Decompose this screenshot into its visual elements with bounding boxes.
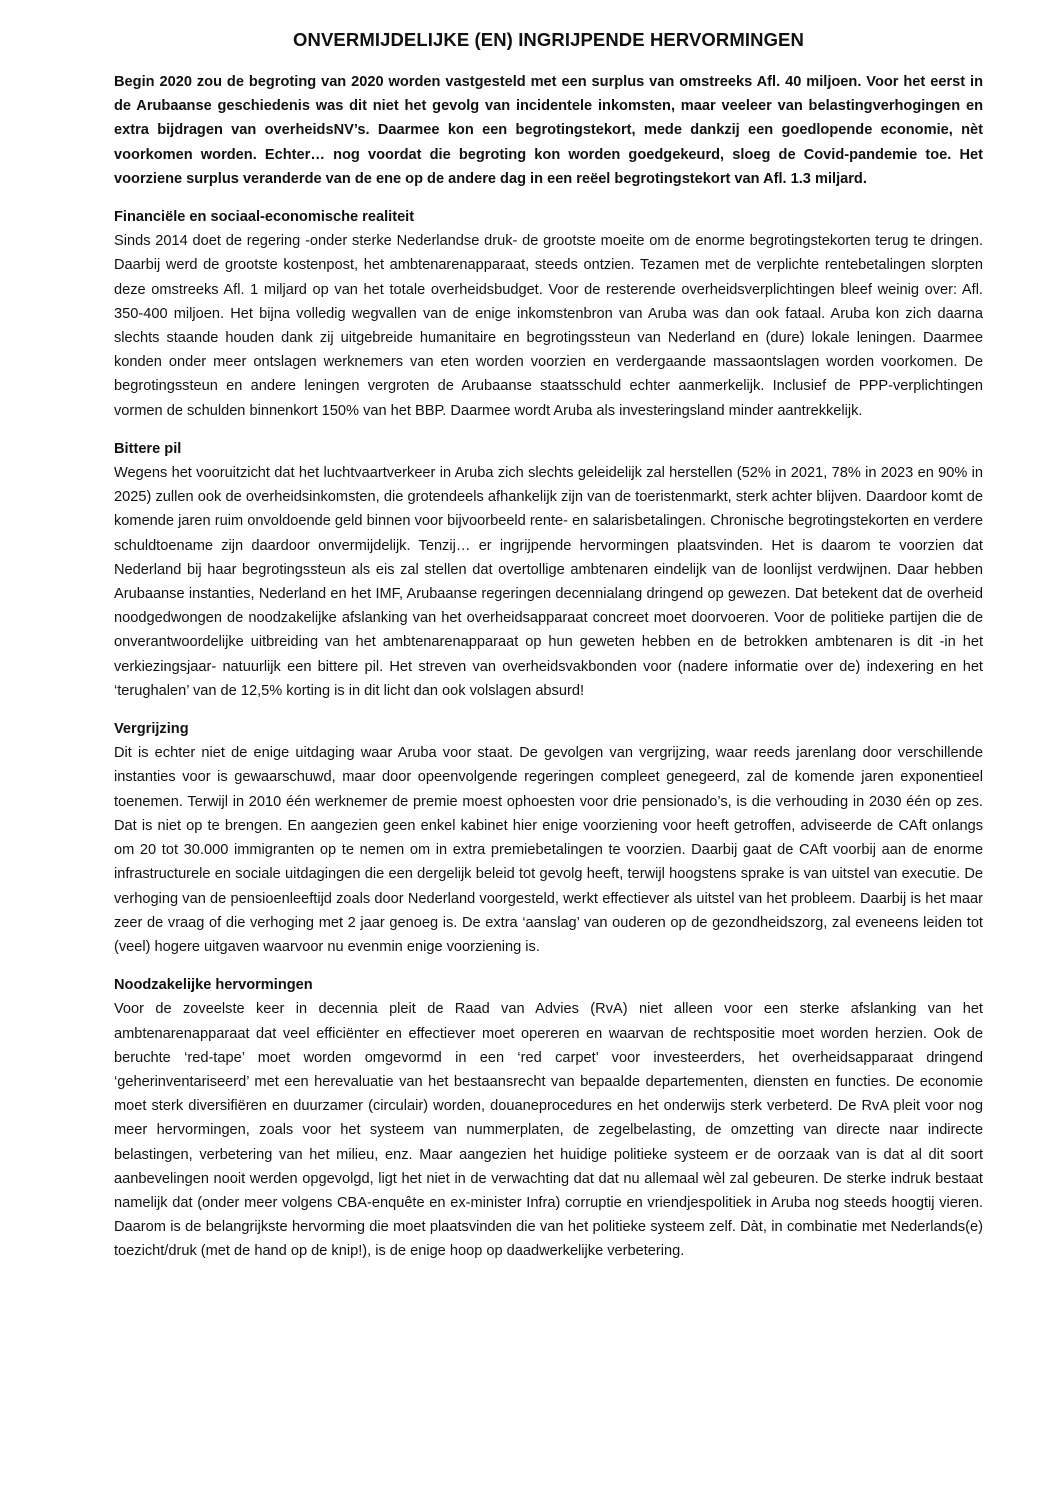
section-text: Sinds 2014 doet de regering -onder sterke Nederlandse druk- de grootste moeite om de enorme begrotingstekorten terug te dringen. Daarbij werd de grootste kostenpost, het ambtenarenapparaat, steeds ontzien. Tezamen met de verplichte rentebetalingen slorpten deze omstreeks Afl. 1 miljard op van het totale overheidsbudget. Voor de resterende overheidsverplichtingen bleef weinig over: Afl. 350-400 miljoen. Het bijna volledig wegvallen van de enige inkomstenbron van Aruba was dan ook fataal. Aruba kon zich daarna slechts staande houden dank zij uitgebreide humanitaire en begrotingssteun van Nederland en (dure) lokale leningen. Daarmee konden onder meer ontslagen werknemers van eten worden voorzien en verdergaande massaontslagen worden voorkomen. De begrotingssteun en andere leningen vergroten de Arubaanse staatsschuld echter aanmerkelijk. Inclusief de PPP-verplichtingen vormen de schulden binnenkort 150% van het BBP. Daarmee wordt Aruba als investeringsland minder aantrekkelijk. [114, 233, 983, 419]
section-noodzakelijke-hervormingen [114, 973, 983, 1263]
section-heading: Bittere pil [114, 440, 182, 457]
section-text: Dit is echter niet de enige uitdaging waar Aruba voor staat. De gevolgen van vergrijzing, waar reeds jarenlang door verschillende instanties voor is gewaarschuwd, maar door opeenvolgende regeringen compleet genegeerd, zal de komende jaren exponentieel toenemen. Terwijl in 2010 één werknemer de premie moest ophoesten voor drie pensionado’s, is die verhouding in 2030 één op zes. Dat is niet op te brengen. En aangezien geen enkel kabinet hier enige voorziening voor heeft getroffen, adviseerde de CAft onlangs om 20 tot 30.000 immigranten op te nemen om in extra premiebetalingen te voorzien. Daarbij gaat de CAft voorbij aan de enorme infrastructurele en sociale uitdagingen die een dergelijk beleid tot gevolg heeft, terwijl hoogstens sprake is van uitstel van executie. De verhoging van de pensioenleeftijd zoals door Nederland voorgesteld, werkt effectiever als uitstel van het probleem. Daarbij is het maar zeer de vraag of die verhoging met 2 jaar genoeg is. De extra ‘aanslag’ van ouderen op de gezondheidszorg, zal eveneens leiden tot (veel) hogere uitgaven waarvoor nu evenmin enige voorziening is. [114, 745, 983, 955]
document-title: ONVERMIJDELIJKE (EN) INGRIJPENDE HERVORMINGEN [293, 29, 804, 50]
section-bittere-pil [114, 437, 983, 703]
section-text: Voor de zoveelste keer in decennia pleit de Raad van Advies (RvA) niet alleen voor een sterke afslanking van het ambtenarenapparaat dat veel efficiënter en effectiever moet opereren en waarvan de rechtspositie moet worden herzien. Ook de beruchte ‘red-tape’ moet worden omgevormd in een ‘red carpet’ voor investeerders, het overheidsapparaat dringend ‘geherinventariseerd’ met een herevaluatie van het bestaansrecht van bepaalde departementen, diensten en functies. De economie moet sterk diversifiëren en duurzamer (circulair) worden, douaneprocedures en het onderwijs sterk verbeterd. De RvA pleit voor nog meer hervormingen, zoals voor het systeem van nummerplaten, de zegelbelasting, de omzetting van directe naar indirecte belastingen, verbetering van het milieu, enz. Maar aangezien het huidige politieke systeem er de oorzaak van is dat al dit soort aanbevelingen nooit werden opgevolgd, ligt het niet in de verwachting dat dat nu allemaal wèl zal gebeuren. De sterke indruk bestaat namelijk dat (onder meer volgens CBA-enquête en ex-minister Infra) corruptie en vriendjespolitiek in Aruba nog steeds hoogtij vieren. Daarom is de belangrijkste hervorming die moet plaatsvinden die van het politieke systeem zelf. Dàt, in combinatie met Nederlands(e) toezicht/druk (met de hand op de knip!), is de enige hoop op daadwerkelijke verbetering. [114, 1001, 983, 1260]
section-heading: Noodzakelijke hervormingen [114, 977, 313, 994]
section-vergrijzing [114, 717, 983, 959]
intro-paragraph: Begin 2020 zou de begroting van 2020 worden vastgesteld met een surplus van omstreeks Afl. 40 miljoen. Voor het eerst in de Arubaanse geschiedenis was dit niet het gevolg van incidentele inkomsten, maar veeleer van belastingverhogingen en extra bijdragen van overheidsNV’s. Daarmee kon een begrotingstekort, mede dankzij een goedlopende economie, nèt voorkomen worden. Echter… nog voordat die begroting kon worden goedgekeurd, sloeg de Covid-pandemie toe. Het voorziene surplus veranderde van de ene op de andere dag in een reëel begrotingstekort van Afl. 1.3 miljard. [114, 74, 983, 187]
section-text: Wegens het vooruitzicht dat het luchtvaartverkeer in Aruba zich slechts geleidelijk zal herstellen (52% in 2021, 78% in 2023 en 90% in 2025) zullen ook de overheidsinkomsten, die grotendeels afhankelijk zijn van de toeristenmarkt, sterk achter blijven. Daardoor komt de komende jaren ruim onvoldoende geld binnen voor bijvoorbeeld rente- en salarisbetalingen. Chronische begrotingstekorten en verdere schuldtoename zijn daardoor onvermijdelijk. Tenzij… er ingrijpende hervormingen plaatsvinden. Het is daarom te voorzien dat Nederland bij haar begrotingssteun als eis zal stellen dat overtollige ambtenaren eindelijk van de loonlijst verdwijnen. Daar hebben Arubaanse instanties, Nederland en het IMF, Arubaanse regeringen decennialang dringend op gewezen. Dat betekent dat de overheid noodgedwongen de noodzakelijke afslanking van het overheidsapparaat concreet moet doorvoeren. Voor de politieke partijen die de onverantwoordelijke uitbreiding van het ambtenarenapparaat op hun geweten hebben en de betrokken ambtenaren is dit -in het verkiezingsjaar- natuurlijk een bittere pil. Het streven van overheidsvakbonden voor (nadere informatie over de) indexering en het ‘terughalen’ van de 12,5% korting is in dit licht dan ook volslagen absurd! [114, 465, 983, 699]
section-financiele-realiteit [114, 205, 983, 423]
section-heading: Vergrijzing [114, 721, 189, 738]
document-page [114, 28, 983, 1264]
section-heading: Financiële en sociaal-economische realiteit [114, 209, 415, 226]
